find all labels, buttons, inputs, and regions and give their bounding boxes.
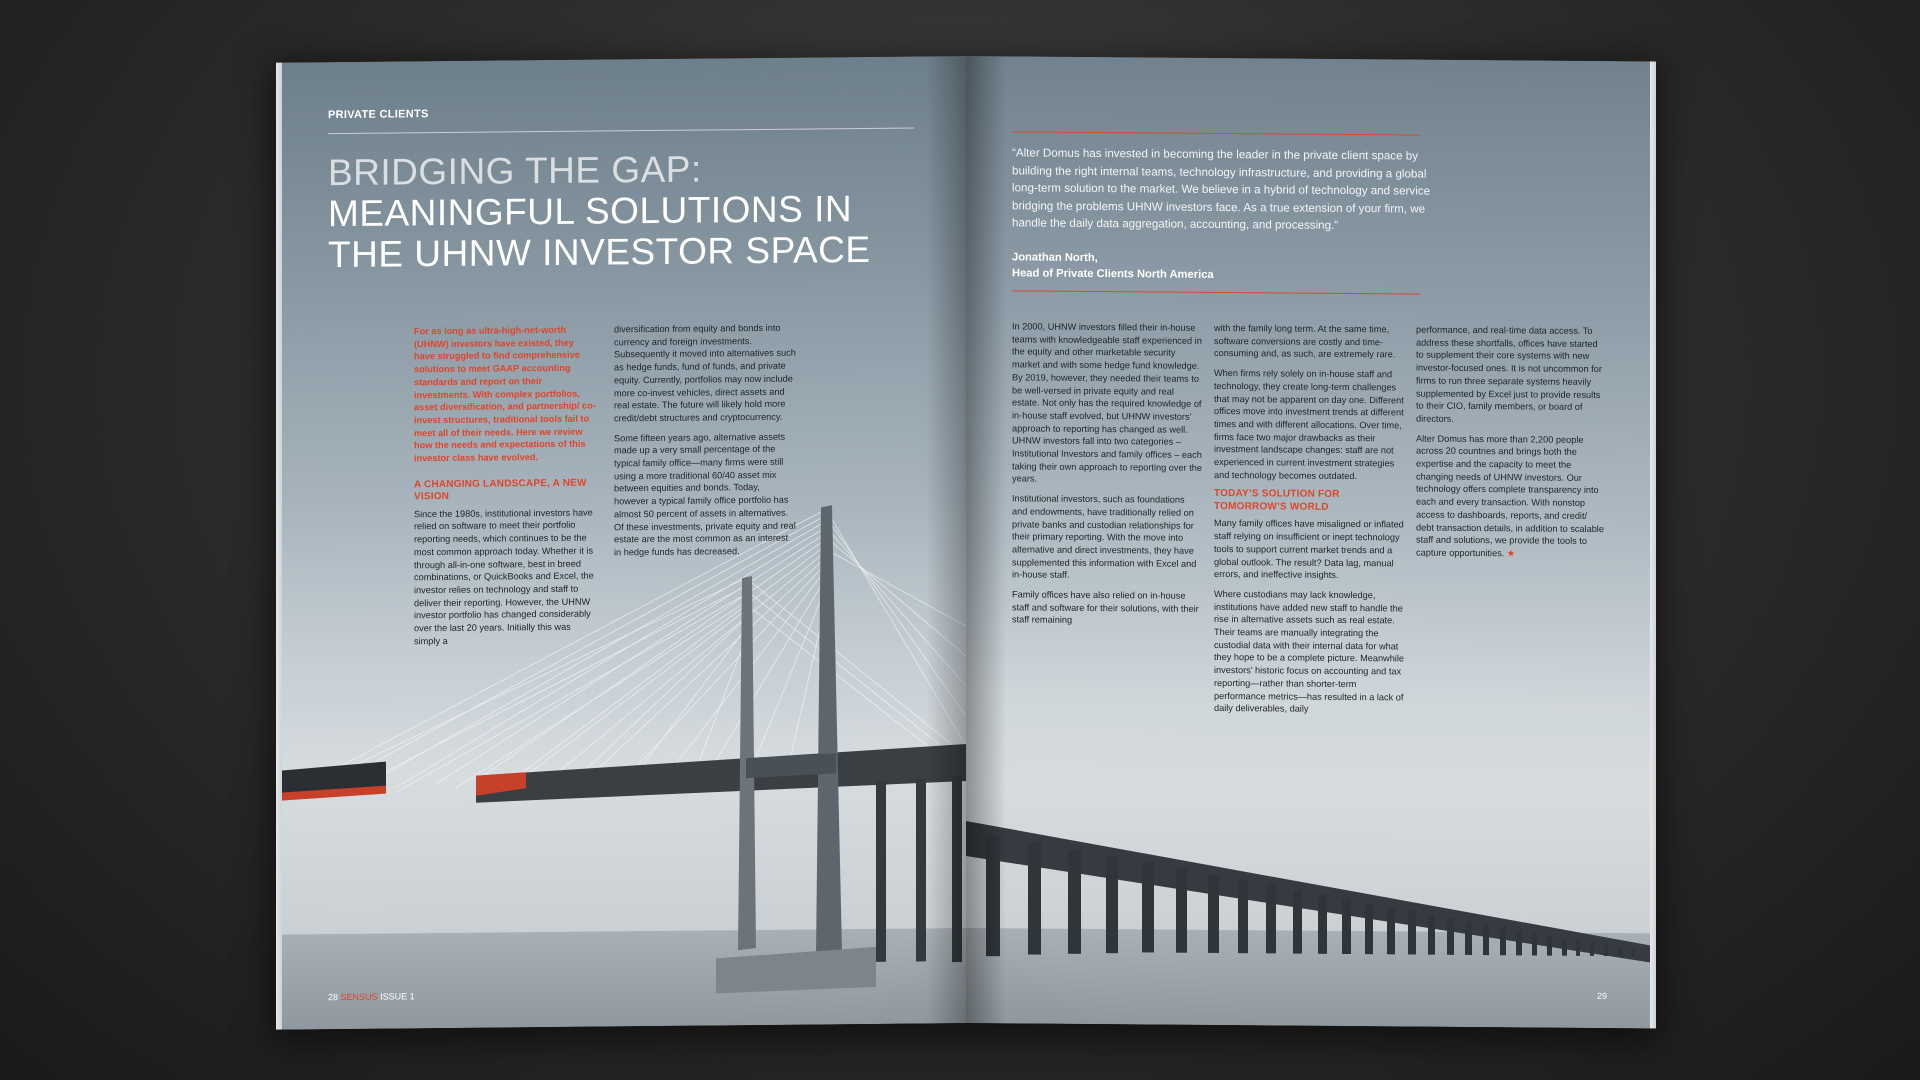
tower-base [716, 947, 876, 994]
body-paragraph: When firms rely solely on in-house staff and technology, they create long-term challenges that may not be apparent on day one. Different offices move into investment trends at different times and with different allocations. Over time, firms face two major drawbacks as their investment landscape changes: staff are not experienced in current investment strategies and technology becomes outdated. [1214, 368, 1404, 481]
issue-label: ISSUE 1 [380, 991, 415, 1002]
body-paragraph: In 2000, UHNW investors filled their in-house teams with knowledgeable staff experienced in the equity and other marketable security market and with some hedge fund knowledge. By 2019, however, they needed their teams to be well-versed in private equity and real estate. Not only has the required knowledge of in-house staff evolved, but UHNW investors’ approach to reporting has changed as well. UHNW investors fall into two categories – Institutional Investors and family offices – each taking their own approach to reporting over the years. [1012, 321, 1202, 484]
page-title-line-1: BRIDGING THE GAP: [328, 148, 702, 194]
section-label: PRIVATE CLIENTS [328, 108, 429, 122]
pull-quote: “Alter Domus has invested in becoming the leader in the private client space by building the right internal teams, technology infrastructure, and providing a global long-term solution to the market. We believe in a hybrid of technology and service bridging the problems UHNW investors face. As a true extension of your firm, we handle the daily data aggregation, accounting, and processing.” [1012, 146, 1431, 232]
body-paragraph [1416, 432, 1606, 561]
right-column-1 [1012, 320, 1202, 635]
right-column-2 [1214, 322, 1404, 723]
tower-near-leg [816, 505, 842, 955]
lead-paragraph: For as long as ultra-high-net-worth (UHNW) investors have existed, they have struggled to find comprehensive solutions to meet GAAP accounting standards and report on their investments. With complex portfolios, asset diversification, and partnership/ co-invest structures, traditional tools fail to meet all of their needs. Here we review how the needs and expectations of this investor class have evolved. [414, 324, 596, 464]
folio-right [1597, 991, 1607, 1001]
page-title-line-2: MEANINGFUL SOLUTIONS IN [328, 188, 853, 235]
page-number: 28 [328, 992, 339, 1003]
quote-attribution [1012, 249, 1432, 284]
main-deck-left [476, 744, 966, 803]
page-title [328, 146, 948, 275]
body-paragraph: performance, and real-time data access. To address these shortfalls, offices have started to supplement their core systems with new investor-focused ones. It is not uncommon for firms to run three separate systems heavily supplemented by Excel just to provide results to their CIO, family members, or board of directors. [1416, 324, 1602, 424]
body-paragraph: Family offices have also relied on in-house staff and software for their solutions, with their staff remaining [1012, 589, 1199, 626]
right-page [966, 56, 1656, 1028]
attribution-name: Jonathan North, [1012, 251, 1098, 265]
body-paragraph: Institutional investors, such as foundations and endowments, have traditionally relied on private banks and custodian relationships for their primary reporting. With the move into alternative and direct investments, they have supplemented this information with Excel and in-house staff. [1012, 493, 1197, 581]
body-paragraph: Since the 1980s, institutional investors have relied on software to meet their portfolio reporting needs, which continues to be the most common approach today. Whether it is through all-in-one software, best in breed combinations, or QuickBooks and Excel, the investor relies on technology and staff to deliver their reporting. However, the UHNW investor portfolio has changed considerably over the last 20 years. Initially this was simply a [414, 507, 594, 647]
body-paragraph: diversification from equity and bonds into currency and foreign investments. Subsequently it moved into alternatives such as hedge funds, fund of funds, and private equity. Currently, portfolios may now include more co-invest vehicles, direct assets and real estate. The future will likely hold more credit/debt structures and cryptocurrency. [614, 322, 796, 424]
body-paragraph: with the family long term. At the same time, software conversions are costly and time-consuming and, as such, are extremely rare. [1214, 322, 1396, 360]
subhead-todays-solution: TODAY’S SOLUTION FOR TOMORROW’S WORLD [1214, 488, 1340, 513]
magazine-brand: SENSUS [340, 991, 378, 1003]
page-title-line-3: THE UHNW INVESTOR SPACE [328, 228, 871, 276]
closing-paragraph-text: Alter Domus has more than 2,200 people across 20 countries and brings both the expertise and the capacity to meet the changing needs of UHNW investors. Our technology offers complete transparency into each and every transaction. With nonstop access to dashboards, reports, and credit/ debt transaction details, in addition to scalable staff and solutions, we provide the tools to capture opportunities. [1416, 433, 1604, 559]
body-paragraph: Many family offices have misaligned or inflated staff relying on insufficient or inept technology tools to support current market trends and a global outlook. The result? Data lag, manual errors, and ineffective insights. [1214, 518, 1404, 581]
page-edge-right [1650, 61, 1656, 1028]
page-number: 29 [1597, 990, 1608, 1002]
body-paragraph: Some fifteen years ago, alternative assets made up a very small percentage of the typical family office—many firms were still using a more traditional 60/40 asset mix between equities and bonds. Today, however a typical family office portfolio has almost 50 percent of assets in alternatives. Of these investments, private equity and real estate are the most common as an interest in hedge funds has decreased. [614, 431, 796, 558]
body-paragraph: Where custodians may lack knowledge, institutions have added new staff to handle the rise in alternative assets such as real estate. Their teams are manually integrating the custodial data with their internal data for what they hope to be a complete picture. Meanwhile investors’ historic focus on accounting and tax reporting—rather than shorter-term performance metrics—has resulted in a lack of daily deliverables, daily [1214, 588, 1404, 714]
gutter-shadow-right [966, 56, 1006, 1023]
folio-left [328, 991, 415, 1002]
page-edge-left [276, 63, 282, 1030]
left-column-1 [414, 324, 596, 655]
left-column-2 [614, 322, 796, 566]
subhead-changing-landscape: A CHANGING LANDSCAPE, A NEW VISION [414, 477, 587, 503]
attribution-title: Head of Private Clients North America [1012, 267, 1214, 281]
left-page [276, 56, 966, 1030]
right-column-3 [1416, 324, 1606, 568]
end-mark-star-icon: ★ [1506, 548, 1516, 559]
